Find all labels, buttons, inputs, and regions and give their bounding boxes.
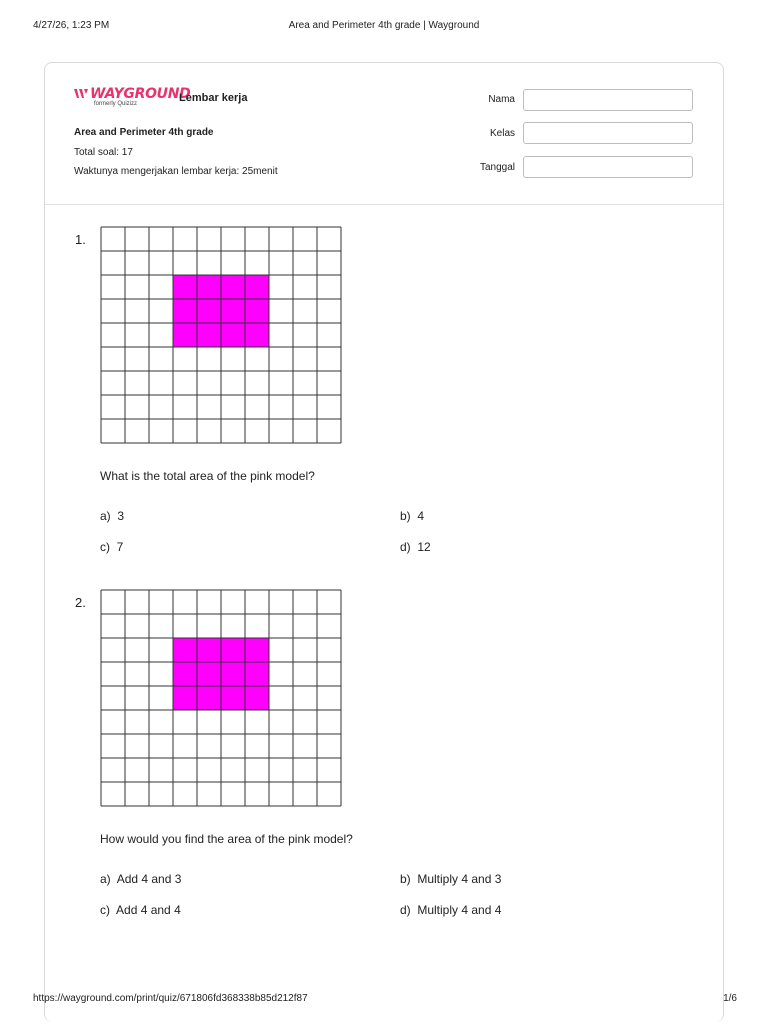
option-text: Add 4 and 3	[116, 872, 182, 886]
name-label: Nama	[488, 94, 515, 105]
logo-icon	[74, 88, 90, 99]
option-a[interactable]	[100, 509, 124, 523]
date-field[interactable]	[523, 156, 693, 178]
logo-subtext: formerly Quizizz	[94, 101, 138, 107]
option-text: 3	[117, 509, 125, 523]
question-text: What is the total area of the pink model?	[100, 469, 315, 483]
option-c[interactable]	[100, 540, 123, 554]
print-page-title: Area and Perimeter 4th grade | Wayground	[288, 20, 480, 31]
option-text: 7	[116, 540, 124, 554]
wayground-logo	[74, 85, 191, 107]
option-letter: b)	[400, 872, 411, 886]
option-b[interactable]	[400, 872, 501, 886]
option-b[interactable]	[400, 509, 424, 523]
option-letter: d)	[400, 903, 411, 917]
total-questions: Total soal: 17	[74, 147, 133, 158]
logo-text: WAYGROUND	[90, 86, 191, 102]
option-text: Multiply 4 and 3	[417, 872, 502, 886]
worksheet-header	[45, 63, 723, 205]
class-label: Kelas	[489, 128, 515, 139]
worksheet-label: Lembar kerja	[179, 92, 248, 104]
worksheet	[44, 62, 724, 1022]
print-url: https://wayground.com/print/quiz/671806fd368338b85d212f87	[33, 993, 308, 1004]
logo-wordmark	[74, 86, 191, 102]
print-datetime: 4/27/26, 1:23 PM	[33, 20, 110, 31]
grid-figure	[100, 226, 342, 452]
option-letter: c)	[100, 540, 110, 554]
name-field[interactable]	[523, 89, 693, 111]
option-d[interactable]	[400, 540, 431, 554]
grid-figure	[100, 589, 342, 815]
option-letter: c)	[100, 903, 110, 917]
date-label: Tanggal	[479, 162, 515, 173]
option-text: Multiply 4 and 4	[417, 903, 502, 917]
option-letter: a)	[100, 872, 111, 886]
grid-model	[100, 226, 342, 457]
option-text: 12	[417, 540, 431, 554]
option-text: 4	[417, 509, 425, 523]
option-a[interactable]	[100, 872, 181, 886]
option-c[interactable]	[100, 903, 181, 917]
option-letter: b)	[400, 509, 411, 523]
class-field[interactable]	[523, 122, 693, 144]
question-text: How would you find the area of the pink model?	[100, 832, 353, 846]
quiz-title: Area and Perimeter 4th grade	[74, 127, 214, 138]
option-text: Add 4 and 4	[116, 903, 181, 917]
question-number: 1.	[75, 232, 86, 247]
option-d[interactable]	[400, 903, 501, 917]
question-number: 2.	[75, 595, 86, 610]
grid-model	[100, 589, 342, 820]
print-page-number: 1/6	[723, 993, 737, 1004]
worksheet-duration: Waktunya mengerjakan lembar kerja: 25menit	[74, 166, 278, 177]
option-letter: a)	[100, 509, 111, 523]
option-letter: d)	[400, 540, 411, 554]
